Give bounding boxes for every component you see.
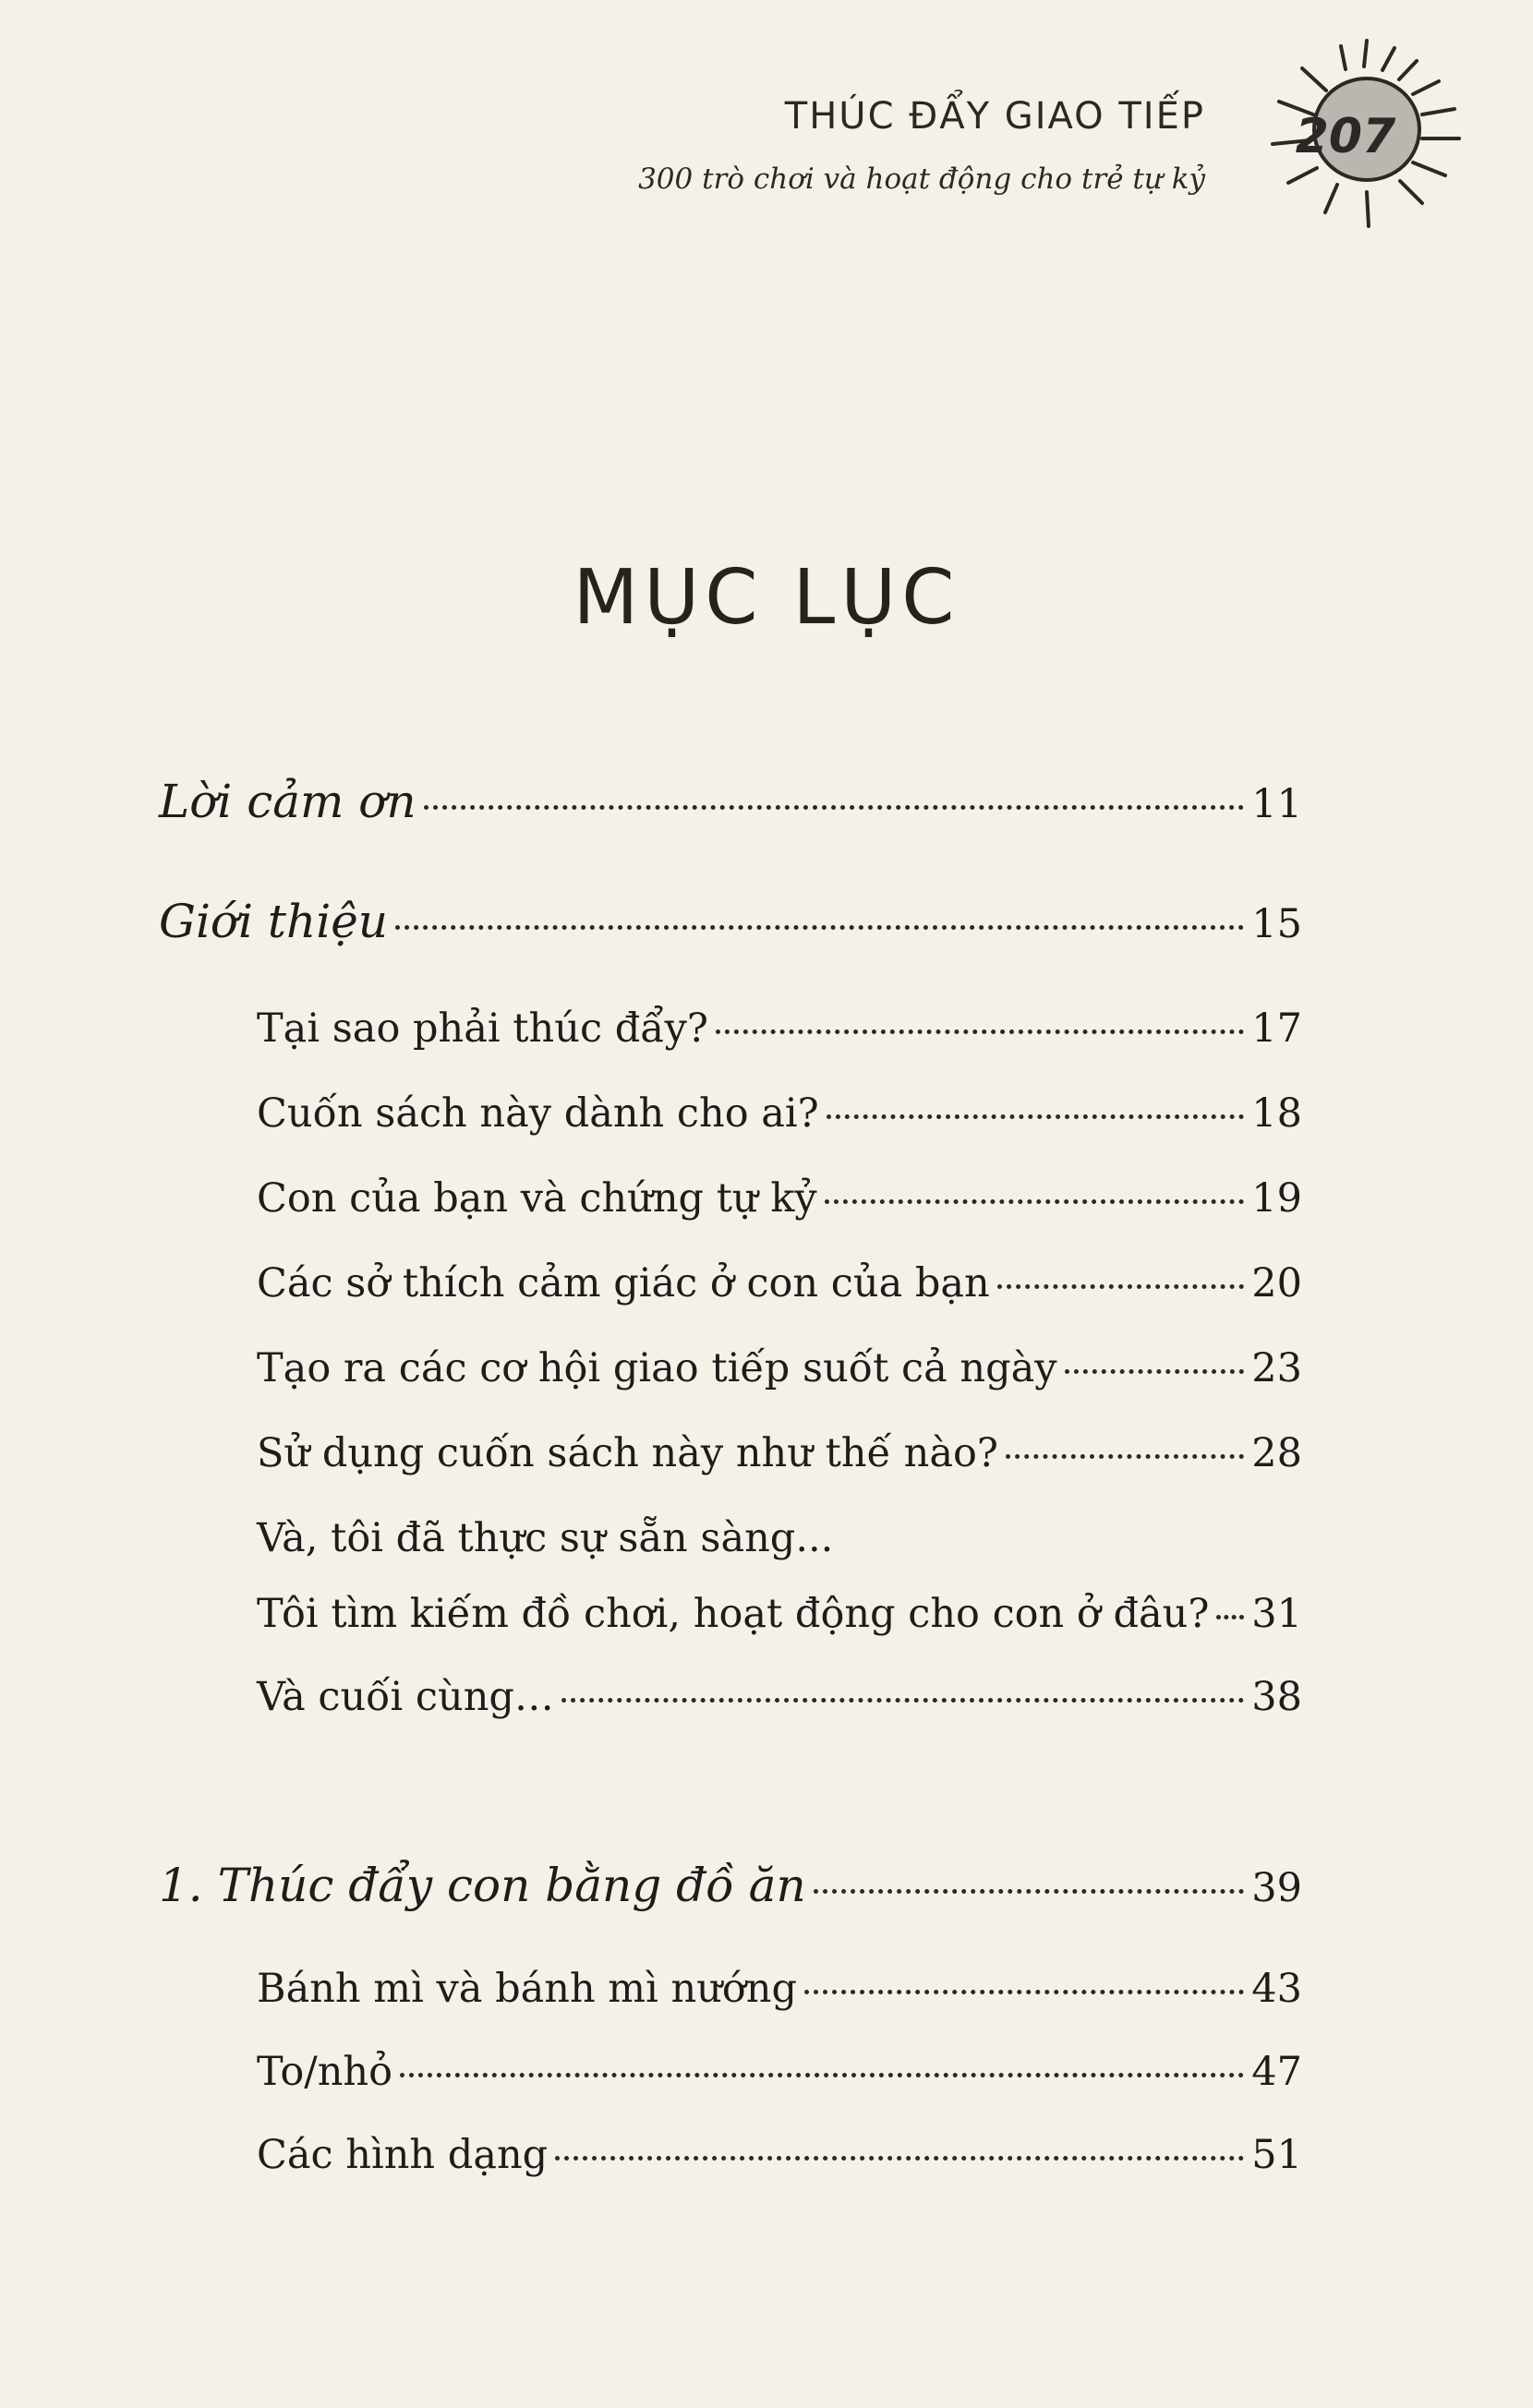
dot-leader [561, 1698, 1244, 1703]
dot-leader [555, 2156, 1244, 2161]
toc-entry-page: 18 [1251, 1090, 1302, 1137]
toc-entry[interactable] [257, 1086, 1302, 1141]
dot-leader [1065, 1369, 1245, 1374]
toc-entry-label: Và, tôi đã thực sự sẵn sàng... [257, 1515, 834, 1561]
toc-entry-label: Cuốn sách này dành cho ai? [257, 1090, 819, 1137]
toc-entry-page: 19 [1251, 1175, 1302, 1222]
toc-entry[interactable] [257, 1256, 1302, 1311]
toc-entry-introduction[interactable] [159, 894, 1302, 952]
toc-entry-label: Các sở thích cảm giác ở con của bạn [257, 1260, 990, 1306]
dot-leader [1216, 1615, 1244, 1619]
dot-leader [1006, 1454, 1244, 1459]
dot-leader [825, 1199, 1245, 1204]
toc-entry[interactable] [257, 2127, 1302, 2183]
toc-entry[interactable] [257, 1171, 1302, 1226]
dot-leader [400, 2073, 1244, 2077]
toc-entry-page: 15 [1251, 901, 1302, 947]
toc-entry-label: Con của bạn và chứng tự kỷ [257, 1175, 817, 1222]
toc-entry-label: Tôi tìm kiếm đồ chơi, hoạt động cho con ở đâu? [257, 1591, 1210, 1637]
toc-entry-label: To/nhỏ [257, 2049, 392, 2095]
toc-entry-page: 43 [1251, 1966, 1302, 2012]
toc-entry[interactable] [257, 1961, 1302, 2017]
header-title: THÚC ĐẨY GIAO TIẾP [784, 95, 1205, 138]
toc-entry-label: Giới thiệu [159, 895, 388, 948]
toc-entry-acknowledgements[interactable] [159, 774, 1302, 832]
toc-entry-page: 17 [1251, 1005, 1302, 1052]
dot-leader [716, 1029, 1244, 1034]
toc-entry-label: Và cuối cùng… [257, 1674, 554, 1720]
toc-entry-page: 20 [1251, 1260, 1302, 1306]
toc-entry[interactable] [257, 1669, 1302, 1725]
toc-entry-label: 1. Thúc đẩy con bằng đồ ăn [159, 1859, 806, 1912]
toc-entry[interactable] [257, 2044, 1302, 2100]
header-subtitle: 300 trò chơi và hoạt động cho trẻ tự kỷ [638, 163, 1205, 196]
toc-entry-page: 23 [1251, 1345, 1302, 1391]
toc-entry[interactable] [257, 1001, 1302, 1056]
toc-entry-page: 47 [1251, 2049, 1302, 2095]
dot-leader [814, 1889, 1245, 1894]
toc-entry-page: 51 [1251, 2132, 1302, 2178]
toc-entry-label: Các hình dạng [257, 2132, 549, 2178]
dot-leader [997, 1284, 1245, 1289]
toc-entry-chapter-1[interactable] [159, 1858, 1302, 1916]
toc-entry-label: Tạo ra các cơ hội giao tiếp suốt cả ngày [257, 1345, 1057, 1391]
toc-entry[interactable] [257, 1586, 1302, 1642]
toc-entry-page: 31 [1251, 1591, 1302, 1637]
toc-entry-page: 28 [1251, 1430, 1302, 1476]
toc-entry-label: Tại sao phải thúc đẩy? [257, 1005, 708, 1052]
toc-entry-label: Lời cảm ơn [159, 775, 416, 828]
toc-entry-page: 11 [1251, 781, 1302, 827]
dot-leader [395, 925, 1244, 930]
dot-leader [827, 1114, 1245, 1119]
toc-entry-page: 38 [1251, 1674, 1302, 1720]
toc-entry-page: 39 [1251, 1865, 1302, 1911]
page-number: 207 [1295, 109, 1396, 164]
dot-leader [424, 805, 1245, 810]
toc-entry-label: Bánh mì và bánh mì nướng [257, 1966, 797, 2012]
toc-entry[interactable] [257, 1426, 1302, 1481]
running-header [638, 92, 1205, 198]
toc-title: MỤC LỤC [573, 554, 960, 642]
toc-entry-label: Sử dụng cuốn sách này như thế nào? [257, 1430, 998, 1476]
dot-leader [804, 1990, 1244, 1994]
toc-entry[interactable] [257, 1341, 1302, 1396]
